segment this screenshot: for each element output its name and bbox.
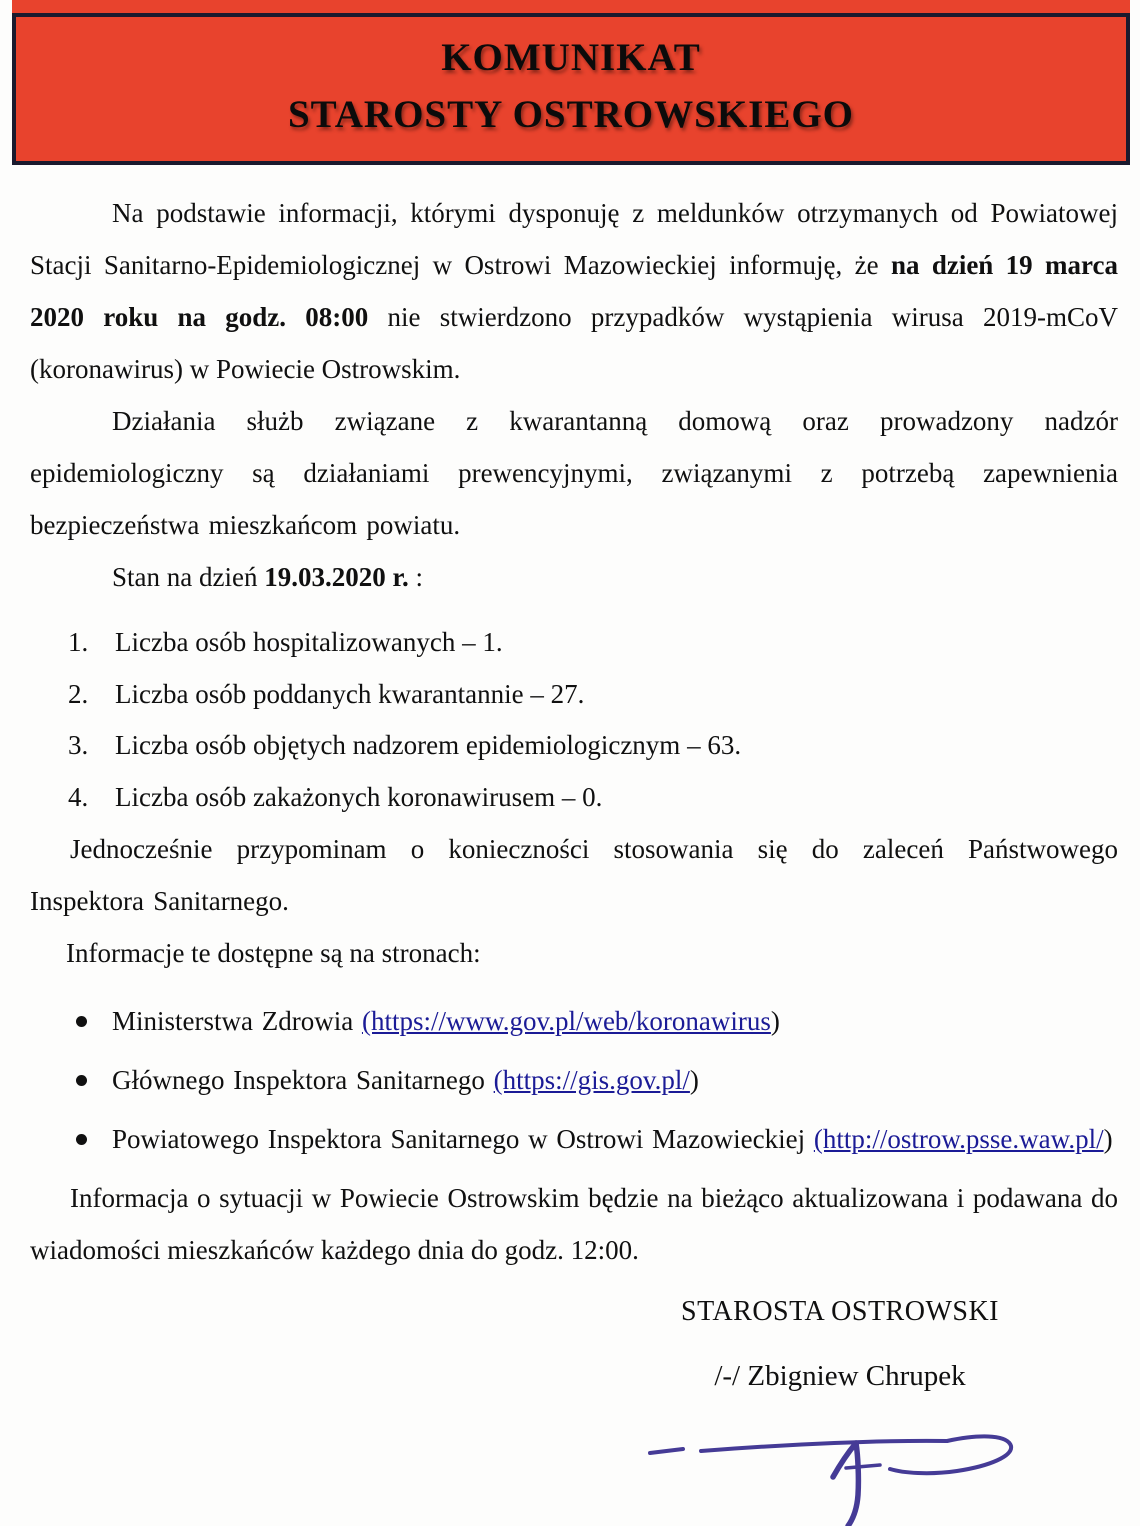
source-label: Ministerstwa Zdrowia bbox=[112, 1006, 362, 1036]
sources-intro-line: Informacje te dostępne są na stronach: bbox=[66, 938, 481, 968]
list-item bbox=[30, 772, 1118, 824]
link-gov-koronawirus[interactable]: (https://www.gov.pl/web/koronawirus bbox=[361, 1006, 771, 1036]
link-ostrow-psse[interactable]: (http://ostrow.psse.waw.pl/ bbox=[813, 1124, 1104, 1154]
banner-title-line1: KOMUNIKAT bbox=[441, 36, 701, 79]
source-label: Głównego Inspektora Sanitarnego bbox=[112, 1065, 494, 1095]
status-text-pre: Stan na dzień bbox=[112, 562, 265, 592]
source-after: ) bbox=[689, 1065, 699, 1095]
statistics-list bbox=[30, 617, 1118, 823]
source-after: ) bbox=[1103, 1124, 1113, 1154]
intro-text-post: nie stwierdzono przypadków wystąpienia wirusa 2019-mCoV (koronawirus) w Powiecie Ostrowskim. bbox=[30, 302, 1118, 384]
list-item bbox=[30, 617, 1118, 669]
status-date-bold: 19.03.2020 r. bbox=[264, 562, 409, 592]
bullet-icon bbox=[76, 1134, 87, 1145]
status-text-post: : bbox=[408, 562, 423, 592]
list-item bbox=[30, 1113, 1118, 1165]
prevention-paragraph: Działania służb związane z kwarantanną domową oraz prowadzony nadzór epidemiologiczny są działaniami prewencyjnymi, związanymi z potrzebą zapewnienia bezpieczeństwa mieszkańcom powiatu. bbox=[30, 406, 1118, 540]
bullet-icon bbox=[76, 1016, 87, 1027]
announcement-banner bbox=[12, 13, 1130, 165]
intro-paragraph bbox=[30, 187, 1118, 395]
list-item bbox=[30, 1054, 1118, 1106]
list-item-number: 4. bbox=[68, 781, 89, 812]
signatory-title: STAROSTA OSTROWSKI bbox=[681, 1296, 999, 1327]
intro-bold-date: na dzień 19 marca 2020 roku na godz. 08:00 bbox=[30, 250, 1118, 332]
source-label: Powiatowego Inspektora Sanitarnego w Ostrowi Mazowieckiej bbox=[112, 1124, 814, 1154]
banner-title-line2: STAROSTY OSTROWSKIEGO bbox=[287, 93, 855, 136]
signature-block bbox=[630, 1290, 1050, 1398]
list-item-number: 1. bbox=[68, 627, 89, 657]
list-item-text: Liczba osób hospitalizowanych – 1. bbox=[115, 627, 503, 657]
list-item bbox=[30, 669, 1118, 721]
status-line bbox=[30, 551, 1118, 603]
sources-list bbox=[30, 995, 1118, 1165]
list-item bbox=[30, 720, 1118, 772]
intro-text-pre: Na podstawie informacji, którymi dysponuję z meldunków otrzymanych od Powiatowej Stacji Sanitarno-Epidemiologicznej w Ostrowi Mazowieckiej informuję, że bbox=[30, 198, 1118, 280]
bullet-icon bbox=[76, 1075, 87, 1086]
link-gis-gov[interactable]: (https://gis.gov.pl/ bbox=[493, 1065, 690, 1095]
list-item-text: Liczba osób zakażonych koronawirusem – 0. bbox=[115, 781, 603, 812]
banner-top-bleed bbox=[12, 0, 1130, 13]
footer-note-paragraph: Informacja o sytuacji w Powiecie Ostrowskim będzie na bieżąco aktualizowana i podawana do wiadomości mieszkańców każdego dnia do godz. 12:00. bbox=[30, 1183, 1118, 1265]
list-item-text: Liczba osób objętych nadzorem epidemiologicznym – 63. bbox=[115, 730, 742, 760]
list-item-number: 2. bbox=[68, 678, 89, 709]
reminder-paragraph: Jednocześnie przypominam o konieczności stosowania się do zaleceń Państwowego Inspektora Sanitarnego. bbox=[30, 834, 1118, 916]
list-item-number: 3. bbox=[68, 730, 89, 760]
list-item bbox=[30, 995, 1118, 1047]
source-after: ) bbox=[770, 1006, 780, 1036]
document-body bbox=[30, 187, 1118, 1276]
signatory-name: /-/ Zbigniew Chrupek bbox=[714, 1360, 966, 1392]
list-item-text: Liczba osób poddanych kwarantannie – 27. bbox=[115, 678, 585, 709]
